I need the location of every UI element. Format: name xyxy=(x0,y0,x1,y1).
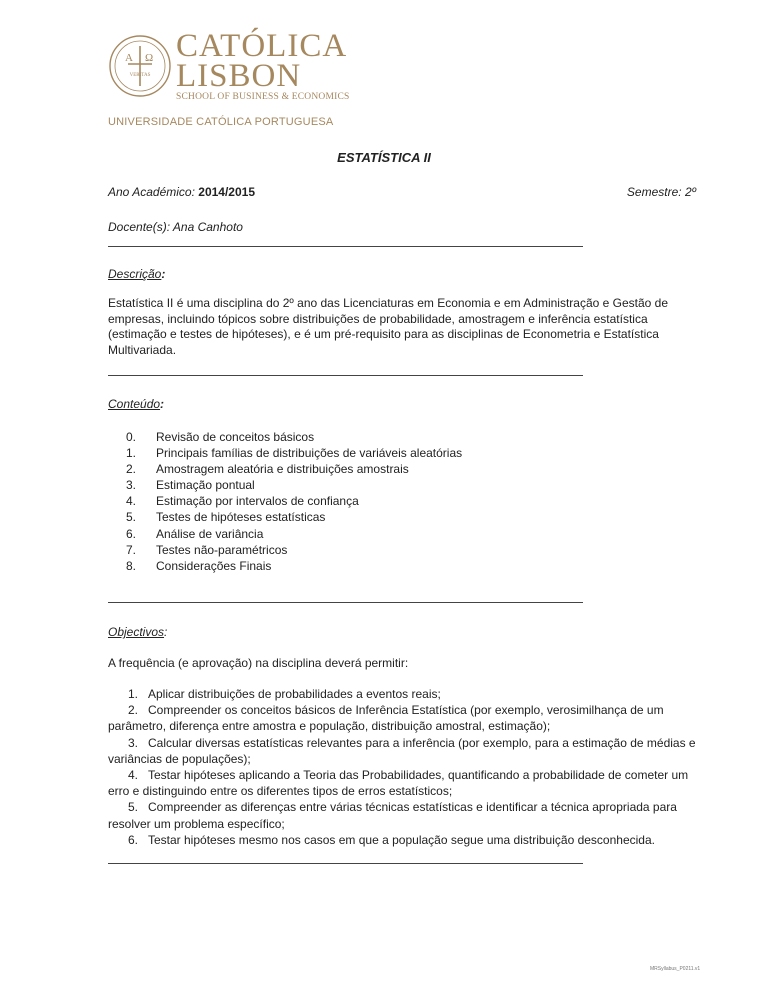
contents-heading xyxy=(108,396,164,412)
list-item-number: 8. xyxy=(126,558,137,573)
university-name: UNIVERSIDADE CATÓLICA PORTUGUESA xyxy=(108,116,334,128)
list-item-number: 1. xyxy=(128,687,139,701)
list-item-text: Aplicar distribuições de probabilidades a eventos reais; xyxy=(148,687,441,701)
list-item xyxy=(126,477,462,493)
course-title: ESTATÍSTICA II xyxy=(337,150,431,165)
list-item-text: Testes não-paramétricos xyxy=(156,542,288,557)
objectives-heading-colon: : xyxy=(164,625,168,639)
list-item-text: Testar hipóteses mesmo nos casos em que a população segue uma distribuição desconhecida. xyxy=(148,832,655,847)
document-code: MRSyllabus_P0211.v1 xyxy=(650,966,701,972)
list-item xyxy=(126,461,462,477)
contents-heading-text: Conteúdo xyxy=(108,397,161,411)
list-item xyxy=(126,542,462,558)
list-item-number: 3. xyxy=(128,735,139,750)
list-item-text: Estimação por intervalos de confiança xyxy=(156,494,359,509)
list-item xyxy=(108,832,708,848)
academic-year-label: Ano Académico: xyxy=(108,185,195,199)
brand-name-line2: LISBON xyxy=(176,58,302,94)
brand-name-line1: CATÓLICA xyxy=(176,28,348,64)
list-item-number: 7. xyxy=(126,542,137,557)
list-item-number: 3. xyxy=(126,478,137,493)
objectives-heading-text: Objectivos xyxy=(108,625,165,639)
svg-text:A: A xyxy=(125,52,133,64)
list-item xyxy=(108,799,708,831)
list-item-text: Análise de variância xyxy=(156,526,264,541)
list-item-number: 6. xyxy=(128,832,139,847)
svg-text:VERITAS: VERITAS xyxy=(129,73,151,78)
divider xyxy=(108,375,583,376)
list-item-text: Estimação pontual xyxy=(156,478,255,493)
contents-list xyxy=(126,429,462,574)
list-item xyxy=(108,735,708,767)
divider xyxy=(108,602,583,603)
brand-subtitle: SCHOOL OF BUSINESS & ECONOMICS xyxy=(176,92,350,102)
svg-text:Ω: Ω xyxy=(145,52,154,64)
list-item-number: 4. xyxy=(126,494,137,509)
list-item-text: Compreender as diferenças entre várias técnicas estatísticas e identificar a técnica apropriada para resolver um problema específico; xyxy=(108,800,677,831)
list-item-number: 5. xyxy=(128,800,139,815)
description-text: Estatística II é uma disciplina do 2º ano das Licenciaturas em Economia e em Administração e Gestão de empresas, incluindo tópicos sobre distribuições de probabilidade, amostragem e inferência estatística (estimação e testes de hipóteses), e é um pré-requisito para as disciplinas de Econometria e Estatística Multivariada. xyxy=(108,296,669,358)
contents-heading-colon: : xyxy=(160,397,165,411)
list-item-text: Amostragem aleatória e distribuições amostrais xyxy=(156,462,409,477)
list-item-text: Considerações Finais xyxy=(156,558,272,573)
list-item xyxy=(126,509,462,525)
objectives-list xyxy=(108,686,708,848)
list-item-number: 2. xyxy=(128,703,139,718)
list-item-number: 1. xyxy=(126,446,137,461)
list-item xyxy=(108,702,708,734)
description-heading-text: Descrição xyxy=(108,267,162,281)
divider xyxy=(108,863,583,864)
list-item-text: Revisão de conceitos básicos xyxy=(156,430,315,444)
list-item-text: Compreender os conceitos básicos de Inferência Estatística (por exemplo, verosimilhança de um parâmetro, diferença entre amostra e população, distribuição amostral, estimação); xyxy=(108,703,664,734)
list-item-number: 2. xyxy=(126,462,137,477)
semester: Semestre: 2º xyxy=(626,185,696,199)
list-item xyxy=(126,445,462,461)
description-heading xyxy=(108,266,165,282)
list-item xyxy=(126,493,462,509)
instructor: Docente(s): Ana Canhoto xyxy=(108,220,243,234)
list-item-text: Principais famílias de distribuições de variáveis aleatórias xyxy=(156,446,463,461)
list-item xyxy=(108,767,708,799)
university-seal-icon xyxy=(108,34,172,98)
list-item-text: Calcular diversas estatísticas relevantes para a inferência (por exemplo, para a estimação de médias e variâncias de populações); xyxy=(108,735,696,766)
objectives-heading xyxy=(108,624,167,640)
description-heading-colon: : xyxy=(161,267,166,281)
list-item-number: 5. xyxy=(126,510,137,525)
list-item xyxy=(108,686,708,702)
list-item xyxy=(126,429,462,445)
academic-year xyxy=(108,184,255,200)
list-item-number: 4. xyxy=(128,768,139,783)
academic-year-value: 2014/2015 xyxy=(198,185,256,199)
list-item-number: 0. xyxy=(126,430,137,444)
divider xyxy=(108,246,583,247)
list-item-text: Testar hipóteses aplicando a Teoria das Probabilidades, quantificando a probabilidade de cometer um erro e distinguindo entre os diferentes tipos de erros estatísticos; xyxy=(108,768,689,799)
list-item xyxy=(126,558,462,574)
list-item xyxy=(126,526,462,542)
list-item-text: Testes de hipóteses estatísticas xyxy=(156,510,326,525)
objectives-intro: A frequência (e aprovação) na disciplina deverá permitir: xyxy=(108,656,409,670)
catolica-lisbon-logo xyxy=(108,30,348,110)
list-item-number: 6. xyxy=(126,526,137,541)
